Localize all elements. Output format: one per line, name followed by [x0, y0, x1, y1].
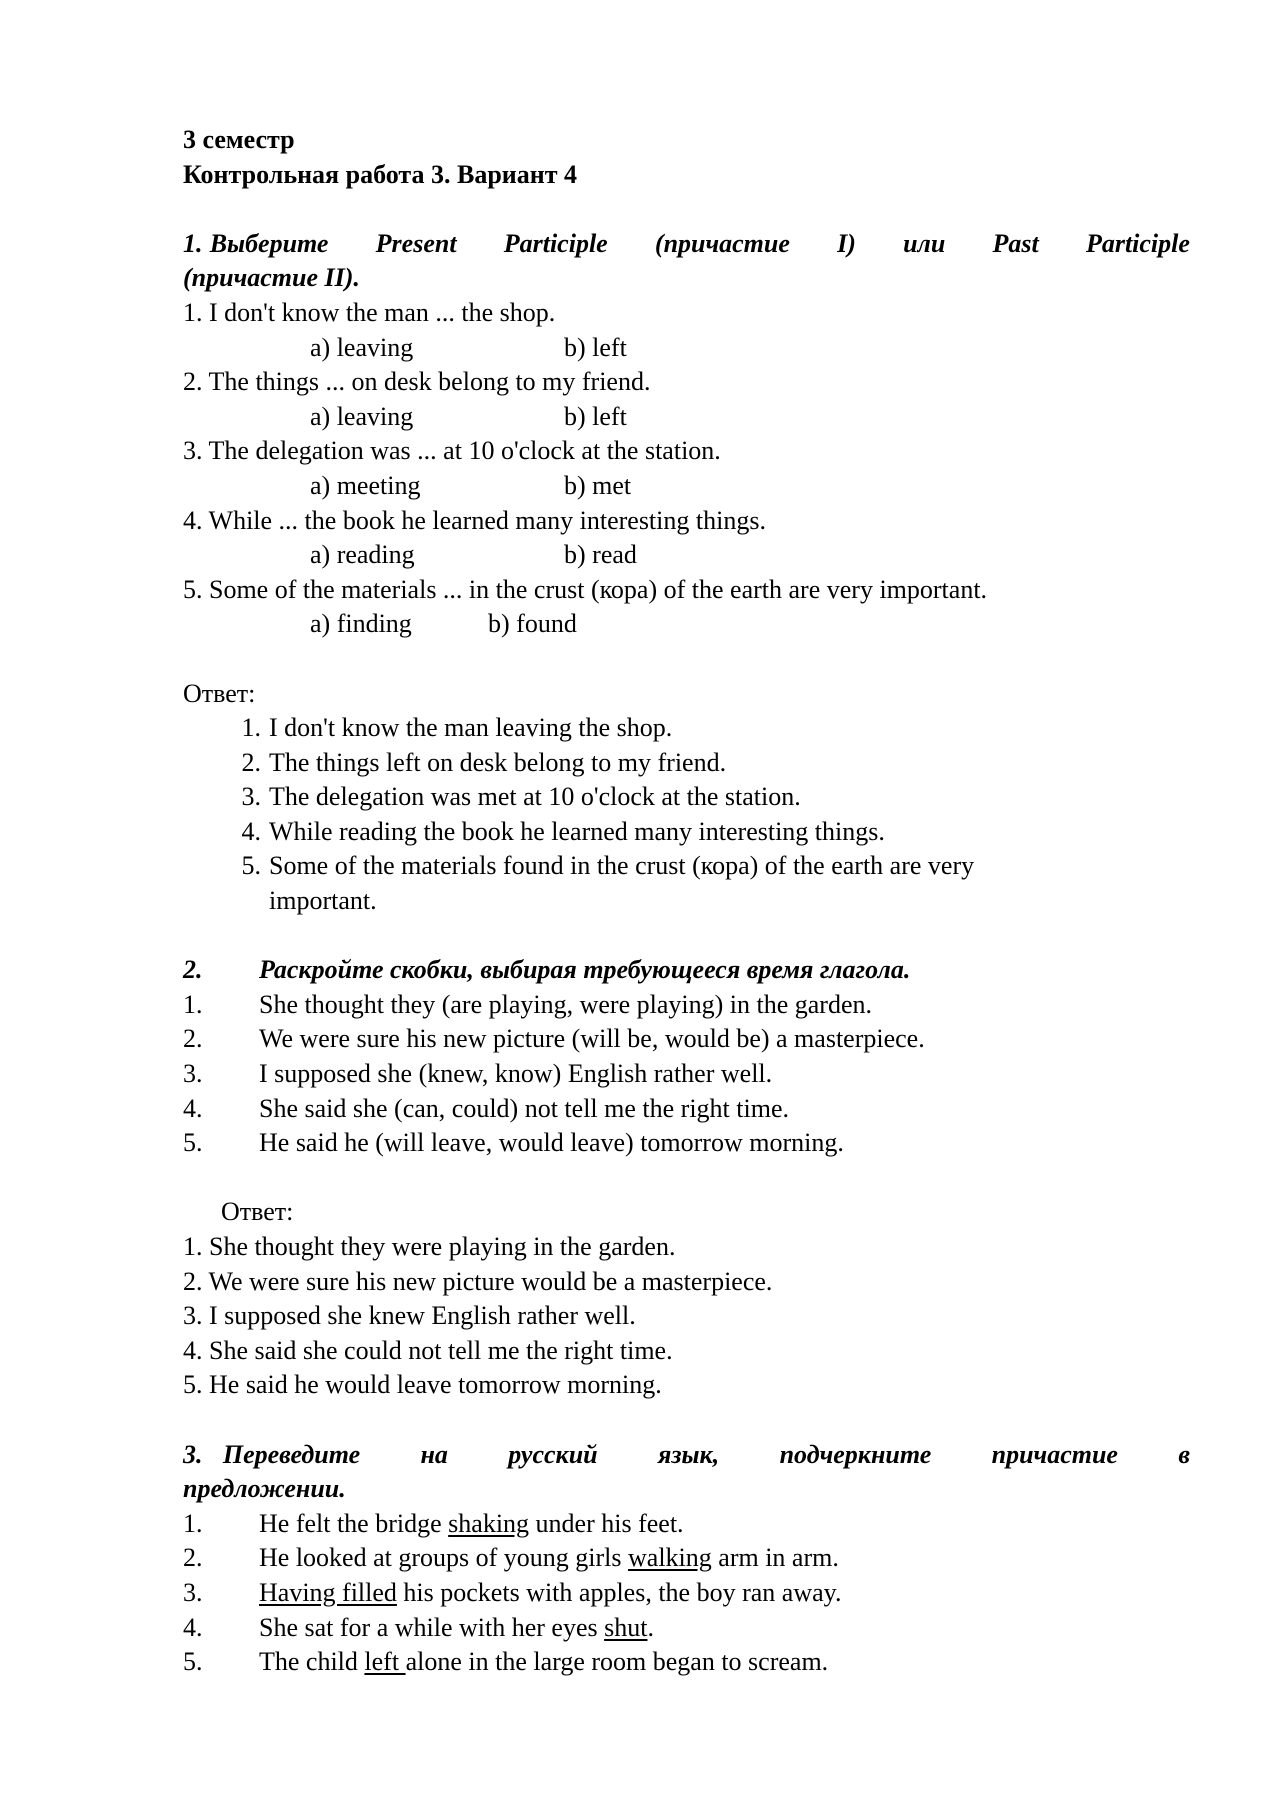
task1-options [183, 538, 1190, 573]
task2-item: 1. She thought they (are playing, were playing) in the garden. [183, 989, 872, 1019]
underlined-participle: shaking [448, 1508, 530, 1538]
task1-options [183, 469, 1190, 504]
option-a: a) finding [310, 609, 412, 639]
option-b: b) met [564, 470, 632, 500]
option-b: b) read [564, 540, 637, 570]
task2-answer-item: 1. She thought they were playing in the garden. [183, 1232, 676, 1261]
task1-answer-item: 2. The things left on desk belong to my friend. [241, 747, 727, 777]
task1-answer-item-cont: important. [269, 886, 377, 916]
underlined-participle: walking [628, 1543, 712, 1573]
task1-question: 5. Some of the materials ... in the crust (кора) of the earth are very important. [183, 574, 988, 604]
task3-item: 1. He felt the bridge shaking under his feet. [183, 1508, 684, 1538]
task3-item: 4. She sat for a while with her eyes shut. [183, 1612, 654, 1642]
task3-heading: 3. Переведите на русский язык, подчеркните причастие в [183, 1439, 1190, 1469]
task2-answer-item: 2. We were sure his new picture would be a masterpiece. [183, 1266, 773, 1296]
task2-answer-item: 5. He said he would leave tomorrow morning. [183, 1370, 662, 1400]
task1-question: 1. I don't know the man ... the shop. [183, 297, 556, 327]
option-b: b) found [488, 609, 577, 639]
task2-item: 2. We were sure his new picture (will be, would be) a masterpiece. [183, 1024, 925, 1054]
task1-options [183, 607, 1190, 642]
option-b: b) left [564, 332, 627, 362]
task2-item: 3. I supposed she (knew, know) English rather well. [183, 1059, 773, 1089]
task3-item: 3. Having filled his pockets with apples, the boy ran away. [183, 1577, 842, 1607]
task3-item: 5. The child left alone in the large room began to scream. [183, 1647, 829, 1677]
underlined-participle: Having filled [259, 1577, 397, 1607]
task1-answer-item: 4. While reading the book he learned many interesting things. [241, 816, 885, 846]
option-a: a) meeting [310, 470, 421, 500]
task1-answer-item: 3. The delegation was met at 10 o'clock at the station. [241, 782, 801, 812]
task2-answer-item: 3. I supposed she knew English rather well. [183, 1301, 636, 1331]
task1-answer-item: 5. Some of the materials found in the crust (кора) of the earth are very [241, 851, 975, 881]
option-a: a) leaving [310, 401, 414, 431]
task2-heading: 2. Раскройте скобки, выбирая требующееся время глагола. [183, 955, 911, 985]
option-b: b) left [564, 401, 627, 431]
task1-heading: 1. Выберите Present Participle (причастие I) или Past Participle [183, 228, 1190, 258]
task1-options [183, 400, 1190, 435]
task2-item: 5. He said he (will leave, would leave) tomorrow morning. [183, 1128, 844, 1158]
option-a: a) leaving [310, 332, 414, 362]
document-page [183, 123, 1190, 1680]
task2-answer-item: 4. She said she could not tell me the right time. [183, 1335, 673, 1365]
task1-question: 4. While ... the book he learned many interesting things. [183, 505, 766, 535]
task1-question: 2. The things ... on desk belong to my friend. [183, 367, 651, 397]
underlined-participle: left [364, 1647, 406, 1677]
underlined-participle: shut [604, 1612, 648, 1642]
task2-answer-label: Ответ: [221, 1197, 294, 1227]
task3-item: 2. He looked at groups of young girls walking arm in arm. [183, 1543, 839, 1573]
task1-options [183, 331, 1190, 366]
task2-item: 4. She said she (can, could) not tell me the right time. [183, 1093, 789, 1123]
task1-answer-label: Ответ: [183, 678, 256, 708]
task1-heading-cont: (причастие II). [183, 263, 360, 293]
task3-heading-cont: предложении. [183, 1474, 346, 1504]
option-a: a) reading [310, 540, 415, 570]
task1-answer-item: 1. I don't know the man leaving the shop. [241, 713, 673, 743]
semester-label: 3 семестр [183, 125, 295, 154]
test-title: Контрольная работа 3. Вариант 4 [183, 159, 578, 189]
task1-question: 3. The delegation was ... at 10 o'clock at the station. [183, 436, 721, 466]
